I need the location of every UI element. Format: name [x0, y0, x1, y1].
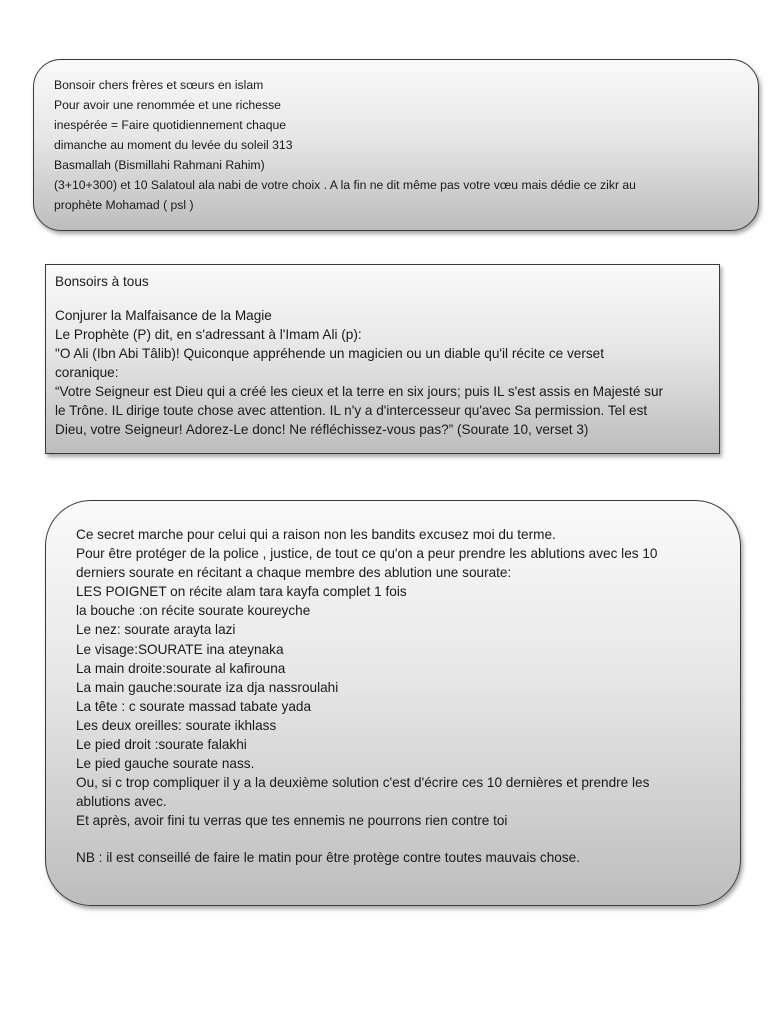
text-line: Ce secret marche pour celui qui a raison non les bandits excusez moi du terme. — [76, 527, 556, 542]
text-line: Le nez: sourate arayta lazi — [76, 622, 236, 638]
text-box-richesse — [33, 59, 759, 231]
text-line: derniers sourate en récitant a chaque membre des ablution une sourate: — [76, 565, 512, 581]
text-line: ablutions avec. — [76, 794, 167, 810]
note-line: NB : il est conseillé de faire le matin pour être protège contre toutes mauvais chose. — [76, 849, 580, 865]
text-line: LES POIGNET on récite alam tara kayfa complet 1 fois — [76, 584, 407, 600]
paragraph-gap — [55, 291, 710, 306]
text-line: La main droite:sourate al kafirouna — [76, 660, 286, 676]
text-line: la bouche :on récite sourate koureyche — [76, 603, 311, 619]
text-line: Et après, avoir fini tu verras que tes ennemis ne pourrons rien contre toi — [76, 813, 508, 829]
text-line: prophète Mohamad ( psl ) — [54, 198, 194, 212]
text-line: inespérée = Faire quotidiennement chaque — [54, 118, 287, 132]
text-line: coranique: — [55, 365, 119, 380]
text-line: Le Prophète (P) dit, en s'adressant à l'Imam Ali (p): — [55, 327, 362, 342]
text-line: Le pied gauche sourate nass. — [76, 756, 255, 772]
text-line: La tête : c sourate massad tabate yada — [76, 698, 312, 714]
text-line: Pour avoir une renommée et une richesse — [54, 98, 281, 112]
text-line: Bonsoir chers frères et sœurs en islam — [54, 78, 264, 92]
text-line: Basmallah (Bismillahi Rahmani Rahim) — [54, 158, 265, 172]
text-line: le Trône. IL dirige toute chose avec attention. IL n'y a d'intercesseur qu'avec Sa permission. Tel est — [55, 403, 648, 418]
text-box-magie — [45, 264, 720, 454]
paragraph-gap — [76, 831, 710, 848]
text-line: “Votre Seigneur est Dieu qui a créé les cieux et la terre en six jours; puis IL s'est assis en Majesté sur — [55, 384, 664, 399]
text-line: Conjurer la Malfaisance de la Magie — [55, 308, 272, 323]
text-box-protection — [45, 500, 741, 906]
text-line: Dieu, votre Seigneur! Adorez-Le donc! Ne réfléchissez-vous pas?” (Sourate 10, verset 3) — [55, 422, 589, 437]
text-line: dimanche au moment du levée du soleil 313 — [54, 138, 293, 152]
text-line: Le pied droit :sourate falakhi — [76, 737, 247, 753]
text-line: Ou, si c trop compliquer il y a la deuxième solution c'est d'écrire ces 10 dernières et prendre les — [76, 775, 650, 791]
text-line: Les deux oreilles: sourate ikhlass — [76, 717, 277, 733]
text-line: Pour être protéger de la police , justice, de tout ce qu'on a peur prendre les ablutions avec les 10 — [76, 546, 658, 562]
text-line: (3+10+300) et 10 Salatoul ala nabi de votre choix . A la fin ne dit même pas votre vœu mais dédie ce zikr au — [54, 178, 636, 192]
greeting-line: Bonsoirs à tous — [55, 274, 149, 289]
text-line: Le visage:SOURATE ina ateynaka — [76, 641, 284, 657]
text-line: "O Ali (Ibn Abi Tâlib)! Quiconque appréhende un magicien ou un diable qu'il récite ce verset — [55, 346, 604, 361]
text-line: La main gauche:sourate iza dja nassroulahi — [76, 679, 339, 695]
